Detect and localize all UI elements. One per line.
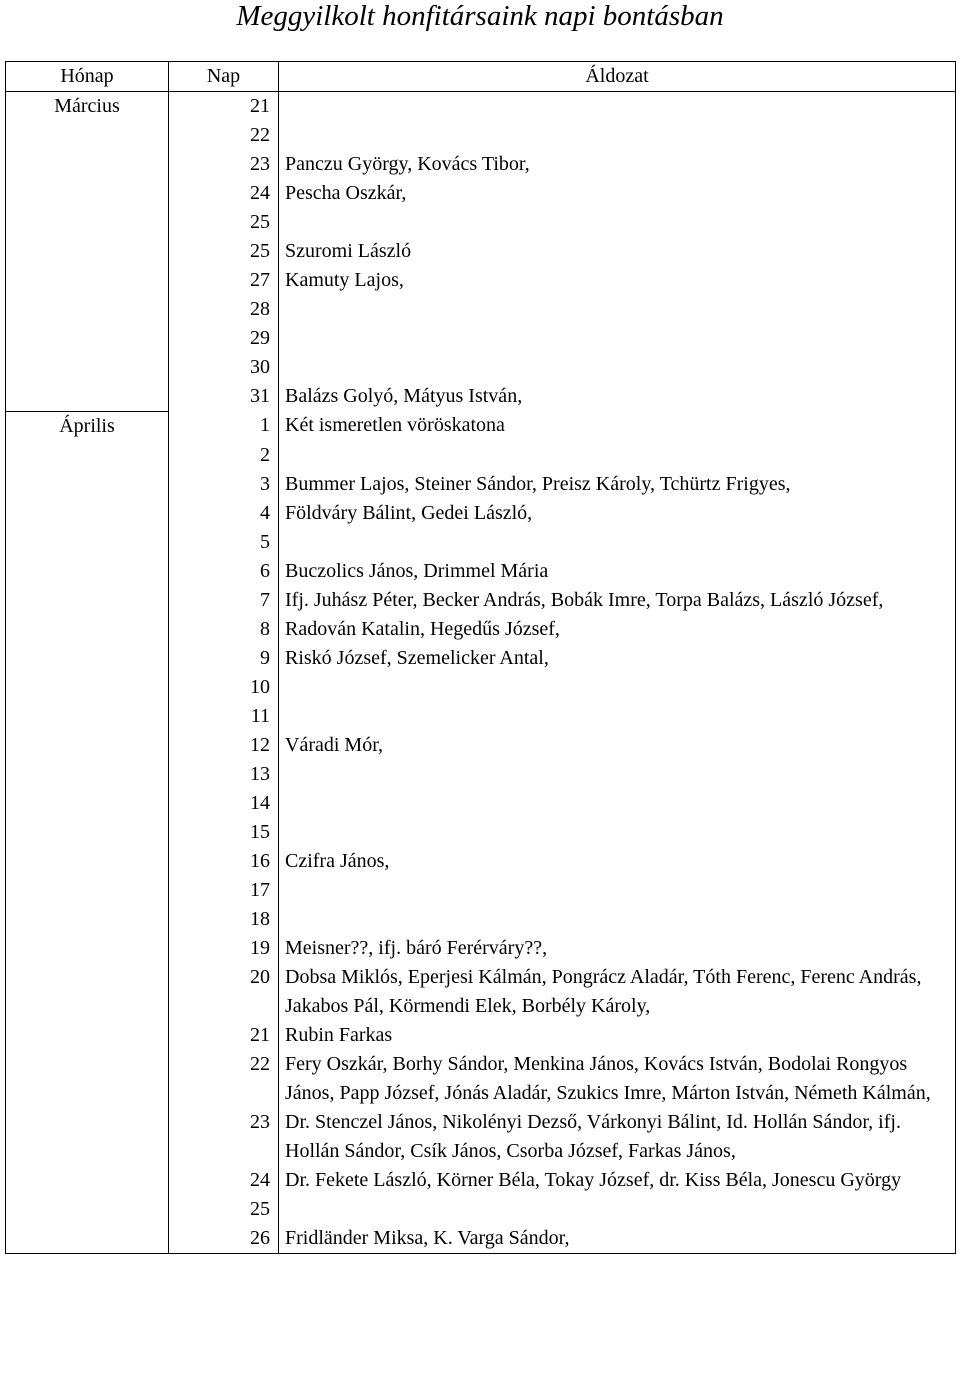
cell-day: 26 xyxy=(169,1224,279,1254)
table-row xyxy=(6,208,956,237)
cell-victims: Kamuty Lajos, xyxy=(279,266,956,295)
cell-month xyxy=(6,702,169,731)
table-row xyxy=(6,644,956,673)
cell-month xyxy=(6,615,169,644)
header-victims: Áldozat xyxy=(279,62,956,92)
table-row xyxy=(6,353,956,382)
cell-day: 4 xyxy=(169,499,279,528)
table-row xyxy=(6,1021,956,1050)
cell-victims xyxy=(279,760,956,789)
cell-victims: Dobsa Miklós, Eperjesi Kálmán, Pongrácz Aladár, Tóth Ferenc, Ferenc András, Jakabos Pál, Körmendi Elek, Borbély Károly, xyxy=(279,963,956,1021)
cell-victims: Radován Katalin, Hegedűs József, xyxy=(279,615,956,644)
cell-month xyxy=(6,818,169,847)
cell-victims: Riskó József, Szemelicker Antal, xyxy=(279,644,956,673)
cell-day: 2 xyxy=(169,441,279,470)
cell-day: 3 xyxy=(169,470,279,499)
cell-day: 28 xyxy=(169,295,279,324)
cell-day: 29 xyxy=(169,324,279,353)
table-row xyxy=(6,499,956,528)
cell-victims xyxy=(279,353,956,382)
cell-victims xyxy=(279,121,956,150)
cell-victims: Meisner??, ifj. báró Ferérváry??, xyxy=(279,934,956,963)
cell-victims xyxy=(279,818,956,847)
cell-victims: Balázs Golyó, Mátyus István, xyxy=(279,382,956,411)
cell-month xyxy=(6,237,169,266)
table-row xyxy=(6,586,956,615)
table-row xyxy=(6,731,956,760)
cell-month xyxy=(6,760,169,789)
cell-month xyxy=(6,324,169,353)
cell-day: 10 xyxy=(169,673,279,702)
table-row xyxy=(6,324,956,353)
cell-month xyxy=(6,295,169,324)
table-row xyxy=(6,295,956,324)
cell-victims xyxy=(279,876,956,905)
cell-day: 21 xyxy=(169,1021,279,1050)
cell-month xyxy=(6,789,169,818)
cell-day: 24 xyxy=(169,1166,279,1195)
table-row xyxy=(6,789,956,818)
table-row xyxy=(6,470,956,499)
cell-month xyxy=(6,557,169,586)
cell-victims: Dr. Fekete László, Körner Béla, Tokay József, dr. Kiss Béla, Jonescu György xyxy=(279,1166,956,1195)
cell-day: 25 xyxy=(169,1195,279,1224)
cell-victims xyxy=(279,789,956,818)
cell-day: 11 xyxy=(169,702,279,731)
cell-month xyxy=(6,208,169,237)
table-header-row xyxy=(6,62,956,92)
cell-month xyxy=(6,1108,169,1166)
cell-day: 25 xyxy=(169,237,279,266)
cell-day: 17 xyxy=(169,876,279,905)
table-row xyxy=(6,847,956,876)
table-row xyxy=(6,179,956,208)
cell-day: 6 xyxy=(169,557,279,586)
cell-month xyxy=(6,1224,169,1254)
cell-victims xyxy=(279,1195,956,1224)
cell-day: 23 xyxy=(169,1108,279,1166)
table-row xyxy=(6,411,956,441)
table-row xyxy=(6,92,956,122)
cell-day: 21 xyxy=(169,92,279,122)
page-title: Meggyilkolt honfitársaink napi bontásban xyxy=(236,0,724,32)
cell-month xyxy=(6,1021,169,1050)
cell-month xyxy=(6,644,169,673)
cell-victims: Bummer Lajos, Steiner Sándor, Preisz Károly, Tchürtz Frigyes, xyxy=(279,470,956,499)
cell-day: 9 xyxy=(169,644,279,673)
cell-day: 16 xyxy=(169,847,279,876)
cell-victims xyxy=(279,673,956,702)
table-row xyxy=(6,1195,956,1224)
table-row xyxy=(6,818,956,847)
cell-month xyxy=(6,673,169,702)
cell-day: 30 xyxy=(169,353,279,382)
cell-victims: Fridländer Miksa, K. Varga Sándor, xyxy=(279,1224,956,1254)
cell-month xyxy=(6,963,169,1021)
cell-month xyxy=(6,731,169,760)
cell-month xyxy=(6,1050,169,1108)
cell-month xyxy=(6,586,169,615)
cell-month xyxy=(6,150,169,179)
cell-victims: Fery Oszkár, Borhy Sándor, Menkina János, Kovács István, Bodolai Rongyos János, Papp József, Jónás Aladár, Szukics Imre, Márton István, Németh Kálmán, xyxy=(279,1050,956,1108)
header-month: Hónap xyxy=(6,62,169,92)
cell-month xyxy=(6,1195,169,1224)
cell-day: 22 xyxy=(169,121,279,150)
victims-table xyxy=(5,61,956,1254)
cell-victims: Földváry Bálint, Gedei László, xyxy=(279,499,956,528)
cell-day: 27 xyxy=(169,266,279,295)
cell-day: 12 xyxy=(169,731,279,760)
table-row xyxy=(6,1166,956,1195)
cell-victims xyxy=(279,92,956,122)
cell-month xyxy=(6,528,169,557)
cell-day: 14 xyxy=(169,789,279,818)
table-row xyxy=(6,382,956,411)
cell-victims: Két ismeretlen vöröskatona xyxy=(279,411,956,441)
cell-month xyxy=(6,441,169,470)
cell-day: 1 xyxy=(169,411,279,441)
table-row xyxy=(6,702,956,731)
table-row xyxy=(6,441,956,470)
cell-victims: Panczu György, Kovács Tibor, xyxy=(279,150,956,179)
cell-victims: Dr. Stenczel János, Nikolényi Dezső, Várkonyi Bálint, Id. Hollán Sándor, ifj. Hollán Sándor, Csík János, Csorba József, Farkas János, xyxy=(279,1108,956,1166)
cell-day: 18 xyxy=(169,905,279,934)
table-row xyxy=(6,905,956,934)
cell-day: 24 xyxy=(169,179,279,208)
cell-victims: Szuromi László xyxy=(279,237,956,266)
table-body xyxy=(6,92,956,1254)
cell-month xyxy=(6,934,169,963)
cell-month xyxy=(6,905,169,934)
cell-day: 23 xyxy=(169,150,279,179)
cell-month xyxy=(6,179,169,208)
table-row xyxy=(6,121,956,150)
cell-month xyxy=(6,121,169,150)
cell-victims: Buczolics János, Drimmel Mária xyxy=(279,557,956,586)
cell-month xyxy=(6,353,169,382)
cell-victims xyxy=(279,208,956,237)
table-row xyxy=(6,557,956,586)
table-row xyxy=(6,1050,956,1108)
cell-month xyxy=(6,266,169,295)
cell-day: 31 xyxy=(169,382,279,411)
table-row xyxy=(6,1108,956,1166)
cell-victims xyxy=(279,324,956,353)
cell-month: Március xyxy=(6,92,169,122)
cell-victims: Ifj. Juhász Péter, Becker András, Bobák Imre, Torpa Balázs, László József, xyxy=(279,586,956,615)
table-row xyxy=(6,1224,956,1254)
cell-month xyxy=(6,1166,169,1195)
cell-day: 13 xyxy=(169,760,279,789)
header-day: Nap xyxy=(169,62,279,92)
table-row xyxy=(6,150,956,179)
cell-victims xyxy=(279,528,956,557)
cell-day: 8 xyxy=(169,615,279,644)
cell-month xyxy=(6,382,169,411)
cell-victims xyxy=(279,441,956,470)
cell-day: 5 xyxy=(169,528,279,557)
cell-day: 7 xyxy=(169,586,279,615)
cell-victims: Pescha Oszkár, xyxy=(279,179,956,208)
cell-day: 20 xyxy=(169,963,279,1021)
cell-victims xyxy=(279,905,956,934)
table-row xyxy=(6,615,956,644)
cell-month xyxy=(6,470,169,499)
cell-day: 15 xyxy=(169,818,279,847)
table-row xyxy=(6,673,956,702)
table-row xyxy=(6,876,956,905)
cell-victims: Rubin Farkas xyxy=(279,1021,956,1050)
cell-victims: Váradi Mór, xyxy=(279,731,956,760)
table-row xyxy=(6,528,956,557)
cell-month: Április xyxy=(6,411,169,441)
table-row xyxy=(6,237,956,266)
table-row xyxy=(6,934,956,963)
cell-day: 25 xyxy=(169,208,279,237)
cell-victims xyxy=(279,295,956,324)
table-row xyxy=(6,760,956,789)
cell-victims: Czifra János, xyxy=(279,847,956,876)
table-row xyxy=(6,963,956,1021)
cell-month xyxy=(6,499,169,528)
table-row xyxy=(6,266,956,295)
cell-month xyxy=(6,876,169,905)
cell-victims xyxy=(279,702,956,731)
cell-day: 19 xyxy=(169,934,279,963)
cell-day: 22 xyxy=(169,1050,279,1108)
cell-month xyxy=(6,847,169,876)
